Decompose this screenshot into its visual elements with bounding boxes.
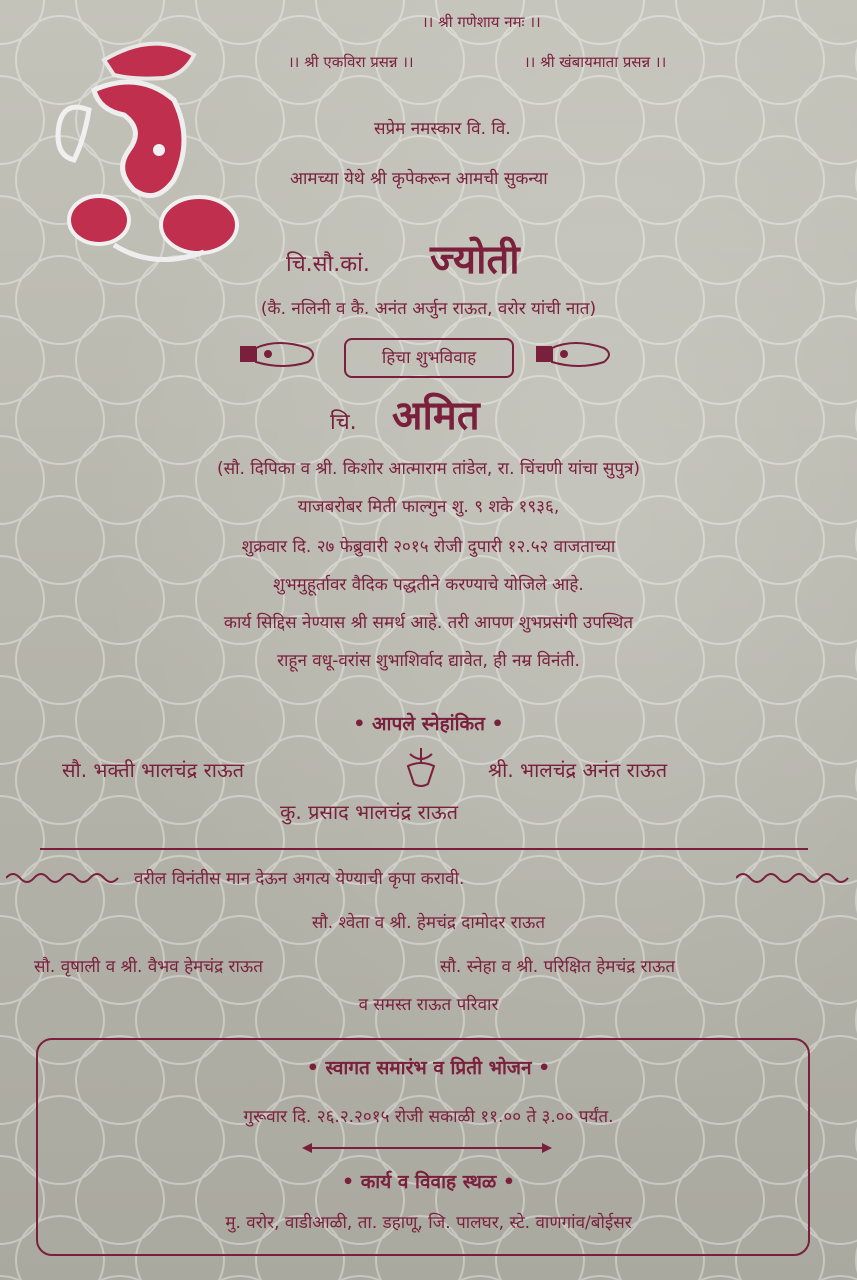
intro: आमच्या येथे श्री कृपेकरून आमची सुकन्या <box>290 169 548 189</box>
detail-line: कार्य सिद्दिस नेण्यास श्री समर्थ आहे. तरी आपण शुभप्रसंगी उपस्थित <box>223 613 634 633</box>
arrow-ornament-icon <box>302 1140 552 1156</box>
detail-line: राहून वधू-वरांस शुभाशिर्वाद द्यावेत, ही नम्र विनंती. <box>277 651 580 671</box>
reception-time: गुरूवार दि. २६.२.२०१५ रोजी सकाळी ११.०० ते ३.०० पर्यंत. <box>243 1107 614 1127</box>
groom-parents: (सौ. दिपिका व श्री. किशोर आत्माराम तांडेल, रा. चिंचणी यांचा सुपुत्र) <box>216 459 641 479</box>
deity-left: ।। श्री एकविरा प्रसन्न ।। <box>288 53 414 71</box>
ganesha-icon <box>44 30 244 275</box>
host-left: सौ. भक्ती भालचंद्र राऊत <box>62 758 245 782</box>
wavy-ornament-icon <box>736 868 850 888</box>
kalash-icon <box>398 744 444 790</box>
venue-title: • कार्य व विवाह स्थळ • <box>341 1171 516 1193</box>
invocation: ।। श्री गणेशाय नमः ।। <box>422 13 541 31</box>
detail-line: शुभमुहूर्तावर वैदिक पद्धतीने करण्याचे योजिले आहे. <box>273 575 584 595</box>
joined-hands-icon <box>534 334 618 376</box>
greeting: सप्रेम नमस्कार वि. वि. <box>374 119 511 139</box>
detail-line: शुक्रवार दि. २७ फेब्रुवारी २०१५ रोजी दुपारी १२.५२ वाजताच्या <box>241 537 616 557</box>
joined-hands-icon <box>238 334 322 376</box>
bride-name: ज्योती <box>430 237 520 283</box>
groom-prefix: चि. <box>330 410 357 435</box>
bride-parents: (कै. नलिनी व कै. अनंत अर्जुन राऊत, वरोर यांची नात) <box>260 299 597 319</box>
wavy-ornament-icon <box>6 868 124 888</box>
hosts-title: • आपले स्नेहांकित • <box>353 713 504 735</box>
divider <box>40 848 808 850</box>
detail-line: याजबरोबर मिती फाल्गुन शु. ९ शके १९३६, <box>297 497 560 517</box>
host-child: कु. प्रसाद भालचंद्र राऊत <box>280 800 459 824</box>
relatives-line: सौ. श्वेता व श्री. हेमचंद्र दामोदर राऊत <box>311 913 546 933</box>
request-line: वरील विनंतीस मान देऊन अगत्य येण्याची कृपा करावी. <box>134 869 465 889</box>
ceremony-label: हिचा शुभविवाह <box>344 338 514 378</box>
host-right: श्री. भालचंद्र अनंत राऊत <box>488 758 668 782</box>
reception-title: • स्वागत समारंभ व प्रिती भोजन • <box>306 1057 551 1079</box>
venue-address: मु. वरोर, वाडीआळी, ता. डहाणू, जि. पालघर, स्टे. वाणगांव/बोईसर <box>225 1213 632 1233</box>
bride-prefix: चि.सौ.कां. <box>286 252 370 277</box>
relatives-left: सौ. वृषाली व श्री. वैभव हेमचंद्र राऊत <box>34 957 263 977</box>
groom-name: अमित <box>392 393 480 439</box>
relatives-family: व समस्त राऊत परिवार <box>358 995 499 1015</box>
relatives-right: सौ. स्नेहा व श्री. परिक्षित हेमचंद्र राऊत <box>440 957 676 977</box>
deity-right: ।। श्री खंबायमाता प्रसन्न ।। <box>524 53 667 71</box>
